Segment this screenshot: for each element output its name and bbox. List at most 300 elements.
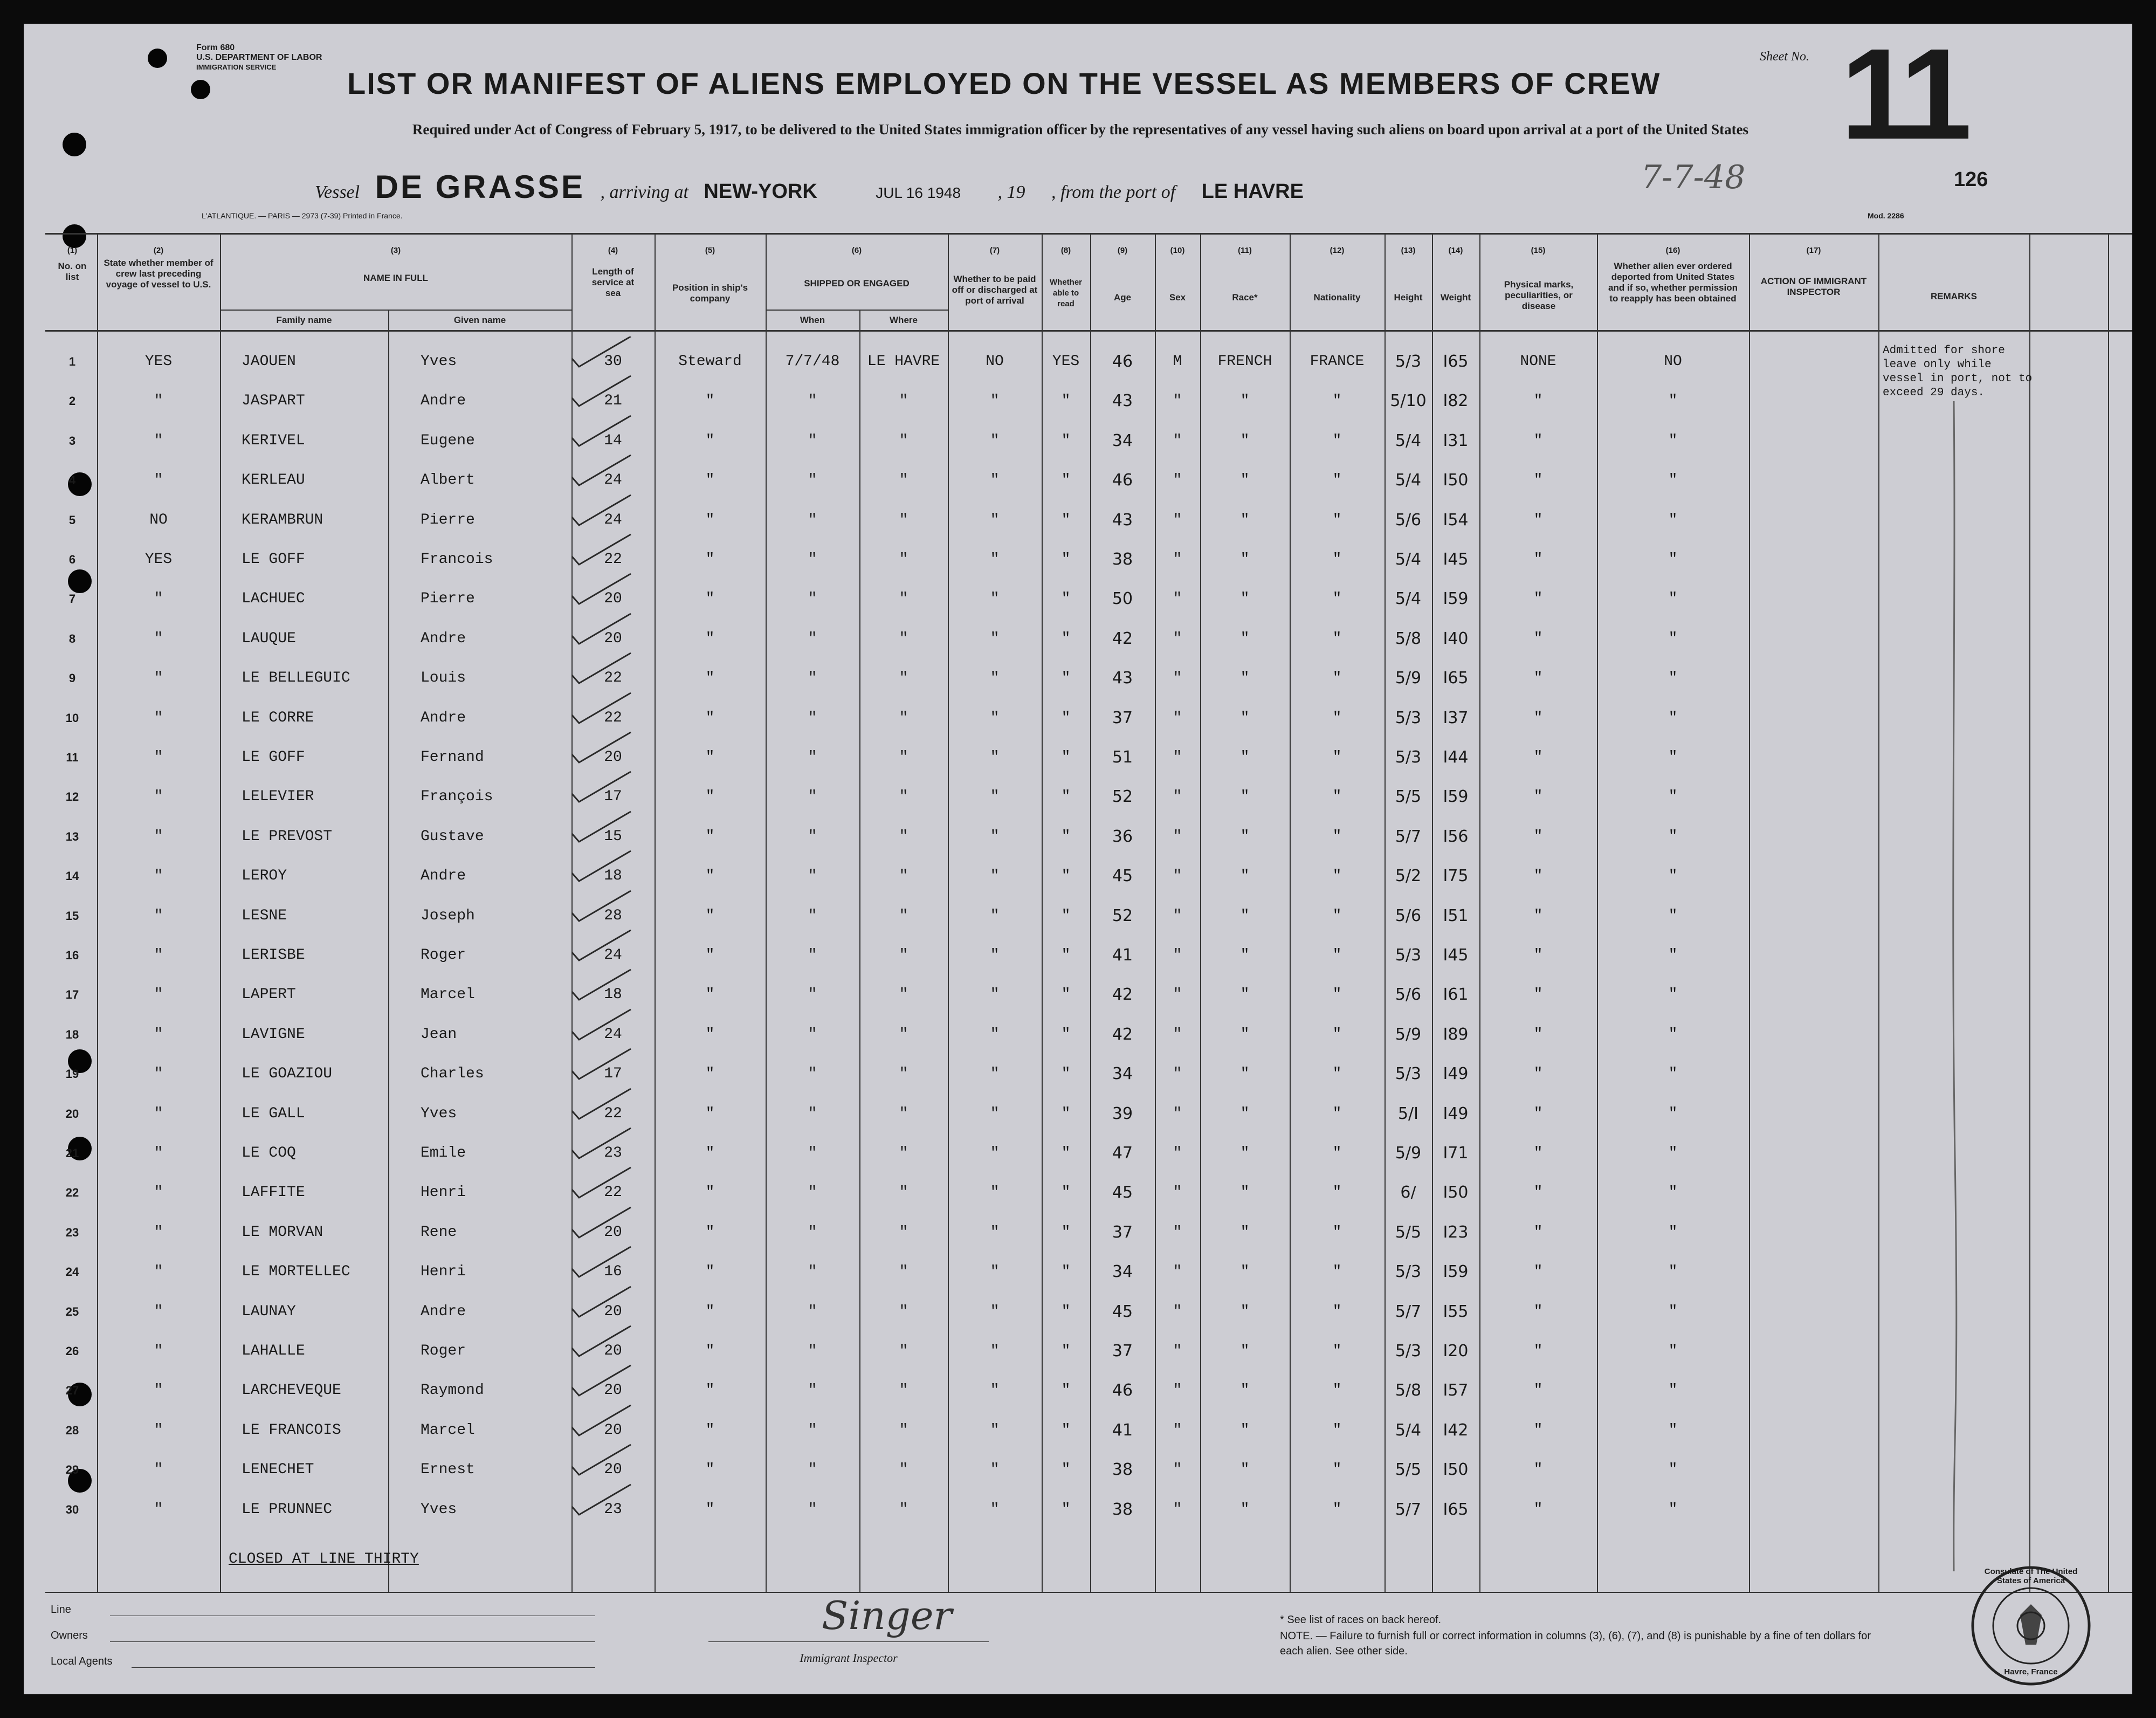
cell-deported: "	[1668, 710, 1678, 726]
cell-where: "	[899, 1224, 908, 1241]
cell-age: 42	[1112, 985, 1133, 1004]
cell-position: "	[705, 986, 715, 1003]
cell-given: Marcel	[421, 986, 475, 1003]
cell-race: "	[1240, 1501, 1250, 1518]
cell-where: "	[899, 986, 908, 1003]
cell-paid: "	[990, 1343, 1000, 1359]
cell-sex: "	[1173, 1461, 1182, 1478]
cell-where: "	[899, 1382, 908, 1399]
cell-nat: "	[1332, 828, 1342, 845]
cell-marks: "	[1533, 432, 1543, 449]
cell-height: 5/4	[1395, 550, 1422, 569]
cell-where: "	[899, 1026, 908, 1043]
cell-where: "	[899, 1066, 908, 1082]
from-label: , from the port of	[1051, 182, 1176, 202]
cell-weight: I56	[1443, 827, 1469, 846]
cell-given: Andre	[421, 868, 466, 884]
cell-marks: "	[1533, 512, 1543, 528]
cell-when: "	[808, 947, 817, 964]
cell-prev: "	[154, 1184, 163, 1201]
cell-given: Jean	[421, 1026, 457, 1043]
closing-note: CLOSED AT LINE THIRTY	[229, 1551, 419, 1568]
cell-position: "	[705, 551, 715, 568]
cell-prev: "	[154, 1105, 163, 1122]
cell-prev: "	[154, 1461, 163, 1478]
cell-marks: "	[1533, 908, 1543, 924]
cell-weight: I50	[1443, 1183, 1469, 1202]
cell-read: "	[1061, 1422, 1071, 1439]
cell-prev: "	[154, 1145, 163, 1162]
cell-weight: I89	[1443, 1025, 1469, 1044]
cell-height: 5/3	[1395, 1342, 1422, 1360]
page-reference: 126	[1954, 168, 1988, 191]
cell-family: LE MORTELLEC	[242, 1263, 350, 1280]
sheet-number: 11	[1841, 24, 1967, 166]
cell-where: "	[899, 788, 908, 805]
cell-deported: "	[1668, 670, 1678, 686]
cell-when: "	[808, 1224, 817, 1241]
cell-family: LE COQ	[242, 1145, 296, 1162]
cell-age: 42	[1112, 629, 1133, 648]
inspector-label: Immigrant Inspector	[800, 1651, 898, 1665]
cell-position: "	[705, 947, 715, 964]
cell-nat: "	[1332, 788, 1342, 805]
cell-race: "	[1240, 1461, 1250, 1478]
col-num-8: (8)	[1060, 246, 1071, 255]
cell-weight: I59	[1443, 787, 1469, 806]
cell-deported: "	[1668, 947, 1678, 964]
cell-given: Ernest	[421, 1461, 475, 1478]
cell-prev: "	[154, 1066, 163, 1082]
row-number: 8	[68, 632, 76, 645]
cell-paid: "	[990, 393, 1000, 409]
col-num-11: (11)	[1238, 246, 1252, 255]
check-mark	[571, 891, 631, 921]
cell-paid: "	[990, 1382, 1000, 1399]
cell-deported: "	[1668, 1303, 1678, 1320]
col-line	[2108, 233, 2109, 1592]
cell-service: 17	[604, 1066, 622, 1082]
cell-position: "	[705, 630, 715, 647]
vessel-label: Vessel	[315, 182, 360, 202]
cell-weight: I50	[1443, 471, 1469, 490]
cell-read: "	[1061, 868, 1071, 884]
cell-weight: I75	[1443, 867, 1469, 885]
cell-height: 5/6	[1395, 511, 1422, 530]
cell-race: "	[1240, 432, 1250, 449]
printer-line: L'ATLANTIQUE. — PARIS — 2973 (7-39) Printed in France.	[202, 211, 403, 220]
cell-where: "	[899, 1343, 908, 1359]
cell-marks: "	[1533, 986, 1543, 1003]
vessel-line	[315, 168, 1304, 205]
cell-where: "	[899, 590, 908, 607]
cell-given: Pierre	[421, 590, 475, 607]
col-header-action: ACTION OF IMMIGRANT INSPECTOR	[1760, 276, 1867, 297]
col-line	[1878, 233, 1879, 1592]
table-top-border	[45, 233, 2132, 235]
col-header-paid-off: Whether to be paid off or discharged at port of arrival	[952, 274, 1038, 306]
cell-sex: "	[1173, 710, 1182, 726]
row-number: 11	[66, 751, 79, 764]
cell-deported: "	[1668, 551, 1678, 568]
cell-height: 5/8	[1395, 629, 1422, 648]
col-header-prev-voyage: State whether member of crew last preceding voyage of vessel to U.S.	[104, 258, 213, 290]
cell-sex: "	[1173, 1422, 1182, 1439]
punch-hole	[63, 224, 86, 248]
cell-marks: "	[1533, 630, 1543, 647]
cell-nat: "	[1332, 1501, 1342, 1518]
cell-given: Albert	[421, 472, 475, 489]
cell-given: Emile	[421, 1145, 466, 1162]
cell-given: Charles	[421, 1066, 484, 1082]
cell-paid: "	[990, 1461, 1000, 1478]
cell-deported: "	[1668, 393, 1678, 409]
cell-where: "	[899, 432, 908, 449]
cell-given: Henri	[421, 1184, 466, 1201]
cell-when: "	[808, 512, 817, 528]
cell-paid: "	[990, 1026, 1000, 1043]
cell-given: Gustave	[421, 828, 484, 845]
cell-marks: "	[1533, 590, 1543, 607]
cell-sex: "	[1173, 551, 1182, 568]
cell-sex: "	[1173, 1145, 1182, 1162]
cell-given: Andre	[421, 1303, 466, 1320]
cell-sex: "	[1173, 1263, 1182, 1280]
col-num-16: (16)	[1665, 246, 1680, 255]
cell-family: LEROY	[242, 868, 287, 884]
check-mark	[571, 534, 631, 565]
cell-given: Marcel	[421, 1422, 475, 1439]
cell-sex: "	[1173, 1184, 1182, 1201]
cell-prev: YES	[144, 551, 173, 568]
cell-prev: "	[154, 590, 163, 607]
cell-when: "	[808, 551, 817, 568]
cell-when: "	[808, 1461, 817, 1478]
check-mark	[571, 732, 631, 762]
cell-marks: "	[1533, 1461, 1543, 1478]
check-mark	[571, 495, 631, 525]
cell-service: 22	[604, 1105, 622, 1122]
cell-read: "	[1061, 432, 1071, 449]
cell-deported: "	[1668, 1145, 1678, 1162]
cell-service: 30	[604, 353, 622, 370]
cell-position: "	[705, 472, 715, 489]
header-bottom-border	[45, 330, 2132, 332]
check-mark	[571, 1287, 631, 1317]
cell-read: "	[1061, 1303, 1071, 1320]
cell-height: 5/2	[1395, 867, 1422, 885]
cell-service: 20	[604, 749, 622, 766]
cell-prev: "	[154, 432, 163, 449]
mod-number: Mod. 2286	[1868, 211, 1904, 220]
cell-paid: "	[990, 551, 1000, 568]
row-number: 9	[68, 671, 76, 685]
cell-nat: "	[1332, 1303, 1342, 1320]
cell-when: "	[808, 472, 817, 489]
cell-deported: "	[1668, 1105, 1678, 1122]
col-num-17: (17)	[1806, 246, 1821, 255]
cell-age: 45	[1112, 1183, 1133, 1202]
cell-service: 22	[604, 710, 622, 726]
cell-position: "	[705, 1184, 715, 1201]
cell-race: "	[1240, 1145, 1250, 1162]
cell-where: "	[899, 393, 908, 409]
cell-given: Andre	[421, 630, 466, 647]
cell-height: 5/4	[1395, 589, 1422, 608]
check-mark	[571, 970, 631, 1000]
cell-deported: "	[1668, 590, 1678, 607]
cell-when: "	[808, 590, 817, 607]
cell-where: "	[899, 908, 908, 924]
cell-prev: "	[154, 1501, 163, 1518]
cell-position: "	[705, 828, 715, 845]
check-mark	[571, 851, 631, 881]
col-header-no: No. on list	[58, 261, 87, 282]
cell-deported: "	[1668, 1224, 1678, 1241]
cell-given: Yves	[421, 1105, 457, 1122]
cell-height: 5/8	[1395, 1381, 1422, 1400]
col-num-6: (6)	[851, 246, 862, 255]
cell-where: "	[899, 1105, 908, 1122]
cell-race: "	[1240, 551, 1250, 568]
check-mark	[571, 336, 631, 367]
cell-family: LE PRUNNEC	[242, 1501, 333, 1518]
footer-owners-rule	[110, 1641, 595, 1642]
cell-prev: "	[154, 986, 163, 1003]
cell-weight: I65	[1443, 352, 1469, 371]
cell-nat: "	[1332, 1224, 1342, 1241]
cell-nat: "	[1332, 1461, 1342, 1478]
row-number: 3	[68, 434, 76, 448]
cell-position: "	[705, 1343, 715, 1359]
cell-age: 38	[1112, 550, 1133, 569]
inspector-signature: Singer	[822, 1593, 952, 1638]
cell-age: 45	[1112, 867, 1133, 885]
from-port: LE HAVRE	[1201, 180, 1304, 203]
cell-age: 51	[1112, 748, 1133, 767]
col-header-weight: Weight	[1440, 292, 1471, 303]
cell-sex: "	[1173, 868, 1182, 884]
cell-position: "	[705, 432, 715, 449]
cell-read: "	[1061, 630, 1071, 647]
check-mark	[571, 614, 631, 644]
form-number: Form 680	[196, 43, 235, 52]
row-number: 6	[68, 553, 76, 566]
cell-nat: "	[1332, 1026, 1342, 1043]
col-num-5: (5)	[705, 246, 715, 255]
cell-height: 5/9	[1395, 1025, 1422, 1044]
remarks-pencil-line	[1943, 401, 1965, 1577]
cell-nat: "	[1332, 1145, 1342, 1162]
cell-deported: "	[1668, 749, 1678, 766]
cell-prev: "	[154, 670, 163, 686]
cell-position: "	[705, 512, 715, 528]
cell-where: "	[899, 551, 908, 568]
cell-nat: "	[1332, 908, 1342, 924]
row-number: 19	[65, 1067, 79, 1081]
cell-paid: "	[990, 512, 1000, 528]
cell-marks: "	[1533, 1343, 1543, 1359]
cell-when: "	[808, 710, 817, 726]
cell-deported: "	[1668, 1343, 1678, 1359]
cell-family: LE CORRE	[242, 710, 314, 726]
cell-prev: "	[154, 1422, 163, 1439]
col-header-marks: Physical marks, peculiarities, or disease	[1504, 279, 1574, 311]
cell-race: "	[1240, 590, 1250, 607]
cell-read: "	[1061, 788, 1071, 805]
signature-rule	[708, 1641, 989, 1642]
cell-read: "	[1061, 947, 1071, 964]
col-header-service: Length of service at sea	[591, 266, 635, 298]
cell-read: "	[1061, 393, 1071, 409]
cell-height: 5/3	[1395, 352, 1422, 371]
cell-service: 24	[604, 512, 622, 528]
cell-weight: I61	[1443, 985, 1469, 1004]
col-num-9: (9)	[1117, 246, 1128, 255]
cell-service: 20	[604, 1382, 622, 1399]
cell-family: KERIVEL	[242, 432, 305, 449]
cell-race: FRENCH	[1217, 353, 1272, 370]
cell-age: 34	[1112, 1262, 1133, 1281]
col-line	[220, 233, 221, 1592]
cell-nat: "	[1332, 670, 1342, 686]
cell-service: 24	[604, 472, 622, 489]
cell-marks: "	[1533, 1066, 1543, 1082]
cell-paid: "	[990, 986, 1000, 1003]
cell-read: "	[1061, 986, 1071, 1003]
check-mark	[571, 376, 631, 406]
cell-nat: "	[1332, 630, 1342, 647]
cell-read: "	[1061, 1263, 1071, 1280]
cell-race: "	[1240, 393, 1250, 409]
cell-read: "	[1061, 1224, 1071, 1241]
service: IMMIGRATION SERVICE	[196, 63, 277, 71]
cell-age: 52	[1112, 787, 1133, 806]
col-header-given: Given name	[453, 315, 506, 325]
cell-race: "	[1240, 630, 1250, 647]
cell-race: "	[1240, 1184, 1250, 1201]
cell-position: "	[705, 1145, 715, 1162]
col-header-deported: Whether alien ever ordered deported from United States and if so, whether permission to reapply has been obtained	[1608, 261, 1738, 304]
cell-race: "	[1240, 788, 1250, 805]
cell-given: Yves	[421, 353, 457, 370]
cell-weight: I55	[1443, 1302, 1469, 1321]
cell-position: "	[705, 590, 715, 607]
cell-where: LE HAVRE	[867, 353, 940, 370]
cell-given: Raymond	[421, 1382, 484, 1399]
cell-when: "	[808, 828, 817, 845]
col-num-13: (13)	[1401, 246, 1416, 255]
cell-race: "	[1240, 1343, 1250, 1359]
cell-family: LE GALL	[242, 1105, 305, 1122]
cell-given: Francois	[421, 551, 493, 568]
cell-family: LARCHEVEQUE	[242, 1382, 341, 1399]
cell-paid: "	[990, 432, 1000, 449]
cell-read: "	[1061, 1145, 1071, 1162]
cell-given: Yves	[421, 1501, 457, 1518]
cell-nat: "	[1332, 947, 1342, 964]
check-mark	[571, 574, 631, 604]
cell-family: KERAMBRUN	[242, 512, 323, 528]
seal-text: Consulate of The United States of America	[1984, 1567, 2078, 1585]
cell-position: "	[705, 710, 715, 726]
cell-when: "	[808, 1184, 817, 1201]
cell-height: 5/4	[1395, 431, 1422, 450]
cell-read: "	[1061, 512, 1071, 528]
cell-when: "	[808, 1382, 817, 1399]
cell-given: Eugene	[421, 432, 475, 449]
cell-family: LAHALLE	[242, 1343, 305, 1359]
cell-race: "	[1240, 472, 1250, 489]
cell-family: LESNE	[242, 908, 287, 924]
cell-where: "	[899, 710, 908, 726]
cell-marks: "	[1533, 749, 1543, 766]
col-header-nationality: Nationality	[1313, 292, 1361, 303]
cell-prev: "	[154, 788, 163, 805]
check-mark	[571, 930, 631, 960]
check-mark	[571, 1089, 631, 1119]
cell-service: 20	[604, 630, 622, 647]
cell-race: "	[1240, 1422, 1250, 1439]
cell-family: LELEVIER	[242, 788, 314, 805]
cell-nat: "	[1332, 432, 1342, 449]
cell-service: 20	[604, 1343, 622, 1359]
cell-race: "	[1240, 1303, 1250, 1320]
cell-where: "	[899, 1461, 908, 1478]
cell-service: 22	[604, 670, 622, 686]
check-mark	[571, 455, 631, 485]
cell-race: "	[1240, 1026, 1250, 1043]
row-number: 29	[65, 1463, 79, 1476]
cell-marks: "	[1533, 670, 1543, 686]
cell-age: 42	[1112, 1025, 1133, 1044]
cell-age: 52	[1112, 906, 1133, 925]
cell-age: 46	[1112, 352, 1133, 371]
cell-deported: NO	[1664, 353, 1682, 370]
punch-hole	[63, 133, 86, 156]
cell-weight: I65	[1443, 1500, 1469, 1519]
cell-deported: "	[1668, 1066, 1678, 1082]
col-num-14: (14)	[1448, 246, 1463, 255]
cell-marks: "	[1533, 868, 1543, 884]
cell-sex: "	[1173, 432, 1182, 449]
col-header-name: NAME IN FULL	[363, 273, 428, 283]
cell-weight: I45	[1443, 550, 1469, 569]
cell-service: 14	[604, 432, 622, 449]
cell-nat: "	[1332, 393, 1342, 409]
row-number: 30	[65, 1503, 79, 1516]
footer-note	[1280, 1628, 1895, 1659]
footer-line-label: Line	[51, 1604, 71, 1616]
cell-race: "	[1240, 947, 1250, 964]
cell-marks: NONE	[1520, 353, 1556, 370]
cell-prev: "	[154, 908, 163, 924]
col-line	[388, 310, 389, 1592]
row-number: 1	[68, 355, 76, 368]
cell-paid: "	[990, 788, 1000, 805]
row-number: 21	[65, 1146, 79, 1160]
cell-deported: "	[1668, 512, 1678, 528]
cell-prev: "	[154, 868, 163, 884]
cell-nat: "	[1332, 749, 1342, 766]
cell-height: 5/3	[1395, 709, 1422, 727]
row-number: 23	[65, 1226, 79, 1239]
cell-paid: "	[990, 590, 1000, 607]
cell-age: 38	[1112, 1500, 1133, 1519]
row-number: 12	[65, 790, 79, 803]
cell-marks: "	[1533, 1224, 1543, 1241]
cell-height: 5/5	[1395, 787, 1422, 806]
